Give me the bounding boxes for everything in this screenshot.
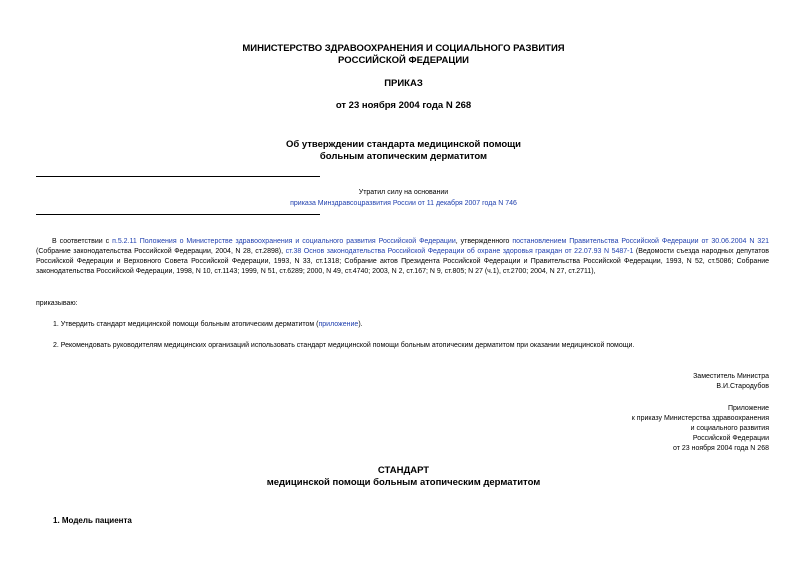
preamble-paragraph	[36, 237, 769, 277]
appendix-line-1: к приказу Министерства здравоохранения	[631, 415, 769, 422]
divider-bottom	[36, 214, 320, 215]
preamble-text-2: , утвержденного	[455, 238, 513, 245]
preamble-link-regulation[interactable]: п.5.2.11 Положения о Министерстве здравоохранения и социального развития Российской Федерации	[112, 238, 456, 245]
standard-subtitle: медицинской помощи больным атопическим дерматитом	[266, 477, 541, 488]
order-word: приказываю:	[36, 300, 78, 307]
lost-force-link[interactable]: приказа Минздравсоцразвития России от 11 декабря 2007 года N 746	[290, 200, 517, 207]
doc-date-number: от 23 ноября 2004 года N 268	[335, 100, 472, 111]
lost-force-text: Утратил силу на основании	[358, 189, 449, 196]
ministry-line-1: МИНИСТЕРСТВО ЗДРАВООХРАНЕНИЯ И СОЦИАЛЬНОГО РАЗВИТИЯ	[242, 43, 565, 54]
appendix-link[interactable]: приложение	[318, 321, 359, 328]
doc-title-line-2: больным атопическим дерматитом	[319, 151, 488, 162]
doc-type: ПРИКАЗ	[384, 78, 423, 89]
preamble-link-law[interactable]: ст.38 Основ законодательства Российской Федерации об охране здоровья граждан от 22.07.93 N 5487-1	[285, 248, 634, 255]
signature-name: В.И.Стародубов	[716, 383, 769, 390]
preamble-text-4: (Ведомости съезда народных депутатов Российской Федерации и Верховного Совета Российской Федерации, 1993, N 33, ст.1318; Собрание актов Президента Российской Федерации и Правительства Российской Федерации, 1993, N 52, ст.5086; Собрание законодательства Российской Федерации, 1998, N 10, ст.1143; 1999, N 51, ст.6289; 2000, N 49, ст.4740; 2003, N 2, ст.167; N 9, ст.805; N 27 (ч.1), ст.2700; 2004, N 27, ст.2711),	[36, 248, 769, 275]
section-1-heading: 1. Модель пациента	[53, 516, 132, 525]
standard-title: СТАНДАРТ	[377, 465, 430, 476]
appendix-label: Приложение	[727, 405, 769, 412]
item-1-end: ).	[358, 321, 363, 328]
item-1-text: 1. Утвердить стандарт медицинской помощи больным атопическим дерматитом (	[53, 321, 319, 328]
appendix-line-3: Российской Федерации	[692, 435, 769, 442]
preamble-text-1: В соответствии с	[52, 238, 113, 245]
ministry-line-2: РОССИЙСКОЙ ФЕДЕРАЦИИ	[337, 55, 469, 66]
item-1	[53, 320, 363, 330]
appendix-line-4: от 23 ноября 2004 года N 268	[673, 445, 769, 452]
preamble-link-resolution[interactable]: постановлением Правительства Российской Федерации от 30.06.2004 N 321	[512, 238, 770, 245]
signature-position: Заместитель Министра	[693, 373, 769, 380]
divider-top	[36, 176, 320, 177]
preamble-text-3: (Собрание законодательства Российской Федерации, 2004, N 28, ст.2898),	[36, 248, 286, 255]
doc-title-line-1: Об утверждении стандарта медицинской помощи	[285, 139, 522, 150]
lost-force-link-wrap	[0, 199, 807, 209]
appendix-line-2: и социального развития	[690, 425, 769, 432]
item-2: 2. Рекомендовать руководителям медицинских организаций использовать стандарт медицинской помощи больным атопическим дерматитом при оказании медицинской помощи.	[53, 342, 635, 349]
